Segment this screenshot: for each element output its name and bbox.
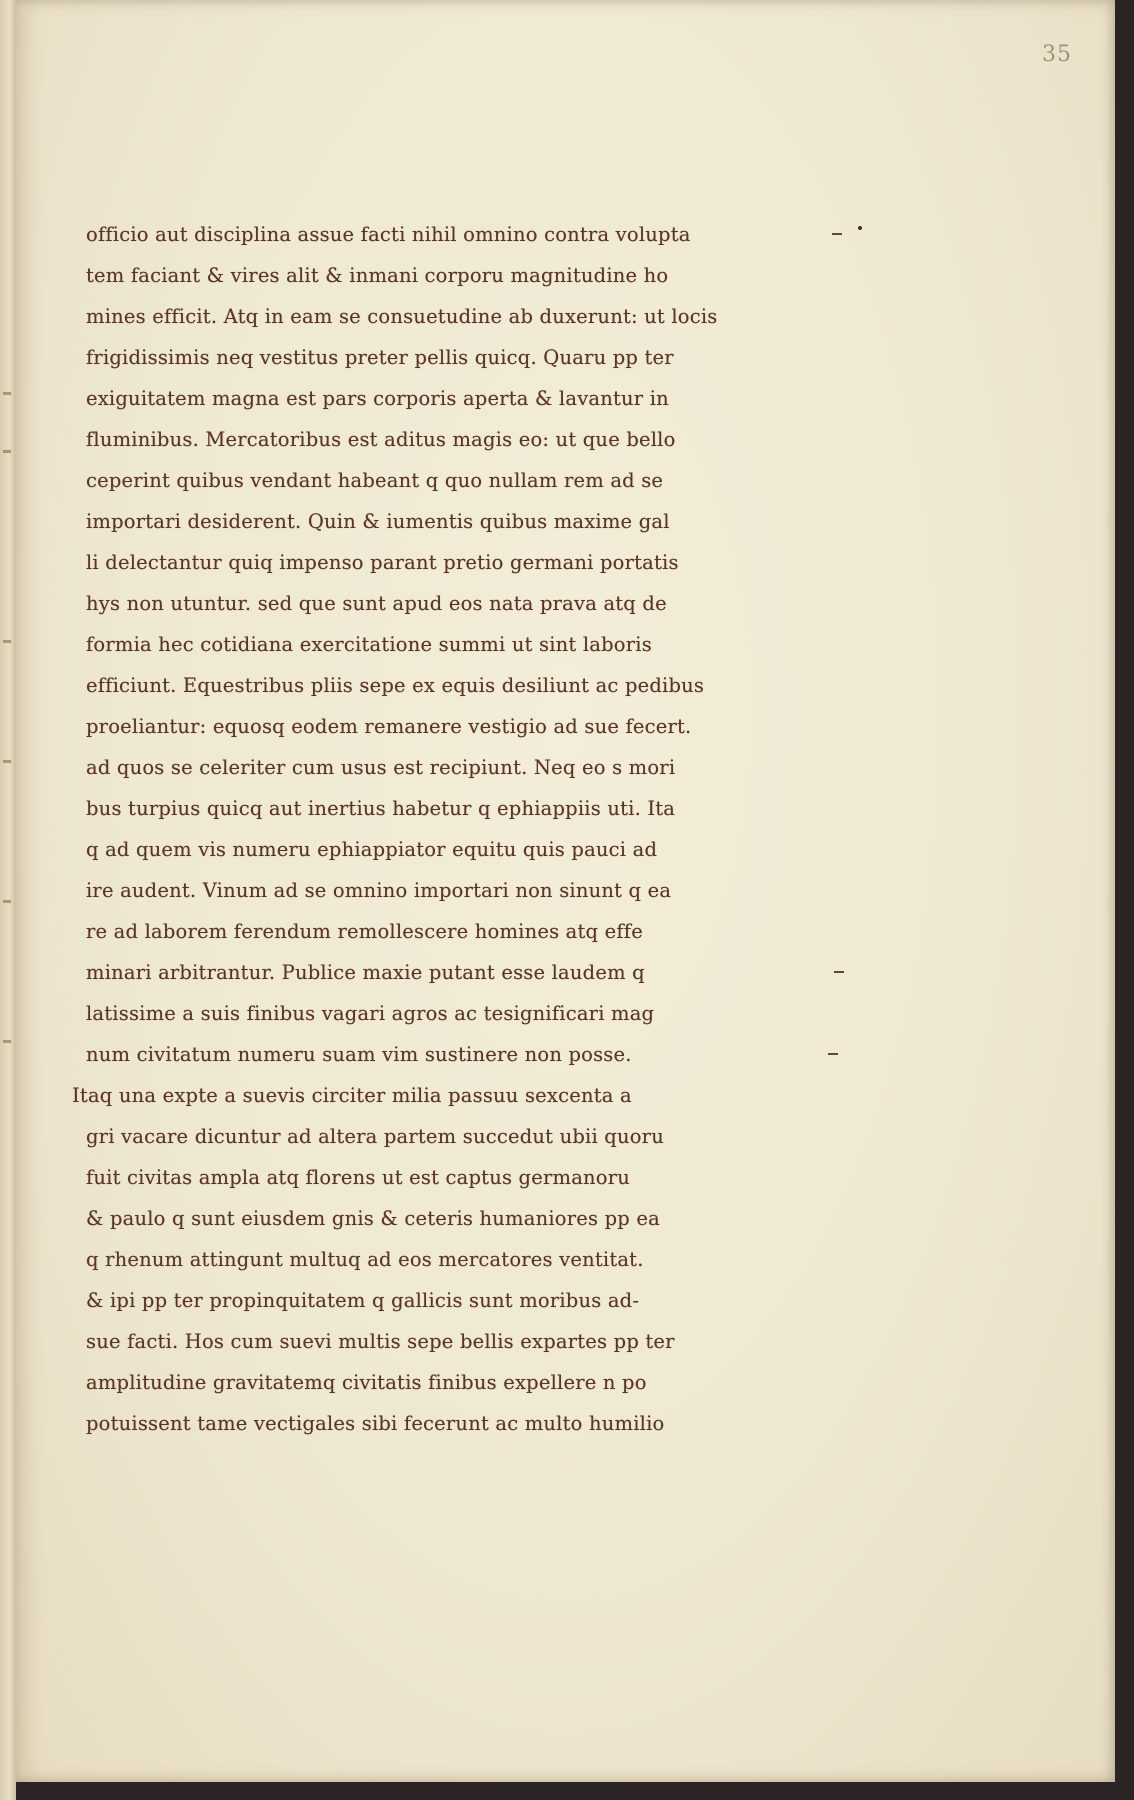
text-line: amplitudine gravitatemq civitatis finibus expellere n po <box>86 1371 647 1394</box>
line-end-hyphen <box>834 971 844 973</box>
text-line: potuissent tame vectigales sibi fecerunt ac multo humilio <box>86 1412 665 1435</box>
text-line: efficiunt. Equestribus pliis sepe ex equis desiliunt ac pedibus <box>86 674 705 697</box>
text-line: latissime a suis finibus vagari agros ac tesignificari mag <box>86 1002 655 1025</box>
text-line: hys non utuntur. sed que sunt apud eos nata prava atq de <box>86 592 667 615</box>
text-line: officio aut disciplina assue facti nihil omnino contra volupta <box>86 223 691 246</box>
text-line: importari desiderent. Quin & iumentis quibus maxime gal <box>86 510 670 533</box>
text-line: fuit civitas ampla atq florens ut est captus germanoru <box>86 1166 630 1189</box>
facing-page-mark <box>3 450 11 453</box>
text-line: minari arbitrantur. Publice maxie putant esse laudem q <box>86 961 645 984</box>
text-line: gri vacare dicuntur ad altera partem succedut ubii quoru <box>86 1125 664 1148</box>
facing-page-mark <box>3 760 11 763</box>
line-end-hyphen <box>832 233 842 235</box>
text-line: sue facti. Hos cum suevi multis sepe bellis expartes pp ter <box>86 1330 675 1353</box>
manuscript-text-block <box>72 214 831 1444</box>
text-line: formia hec cotidiana exercitatione summi ut sint laboris <box>86 633 652 656</box>
ruling-prick-mark <box>858 226 862 230</box>
text-line: & ipi pp ter propinquitatem q gallicis sunt moribus ad- <box>86 1289 640 1312</box>
text-line: fluminibus. Mercatoribus est aditus magis eo: ut que bello <box>86 428 676 451</box>
text-line-initial: Itaq una expte a suevis circiter milia passuu sexcenta a <box>72 1084 632 1107</box>
facing-page-mark <box>3 1040 11 1043</box>
folio-number: 35 <box>1042 42 1072 67</box>
text-line: frigidissimis neq vestitus preter pellis quicq. Quaru pp ter <box>86 346 674 369</box>
text-line: li delectantur quiq impenso parant pretio germani portatis <box>86 551 679 574</box>
facing-page-mark <box>3 640 11 643</box>
text-line: proeliantur: equosq eodem remanere vestigio ad sue fecert. <box>86 715 692 738</box>
text-line: ceperint quibus vendant habeant q quo nullam rem ad se <box>86 469 664 492</box>
text-line: q ad quem vis numeru ephiappiator equitu quis pauci ad <box>86 838 658 861</box>
text-line: bus turpius quicq aut inertius habetur q ephiappiis uti. Ita <box>86 797 676 820</box>
text-line: ire audent. Vinum ad se omnino importari non sinunt q ea <box>86 879 672 902</box>
text-line: num civitatum numeru suam vim sustinere non posse. <box>86 1043 632 1066</box>
text-line: exiguitatem magna est pars corporis aperta & lavantur in <box>86 387 669 410</box>
facing-page-mark <box>3 392 11 395</box>
text-line: q rhenum attingunt multuq ad eos mercatores ventitat. <box>86 1248 644 1271</box>
text-line: tem faciant & vires alit & inmani corporu magnitudine ho <box>86 264 669 287</box>
text-line: ad quos se celeriter cum usus est recipiunt. Neq eo s mori <box>86 756 676 779</box>
facing-page-edge <box>0 0 16 1800</box>
scan-background-bottom <box>16 1782 1115 1800</box>
text-line: mines efficit. Atq in eam se consuetudine ab duxerunt: ut locis <box>86 305 718 328</box>
text-line: & paulo q sunt eiusdem gnis & ceteris humaniores pp ea <box>86 1207 660 1230</box>
facing-page-mark <box>3 900 11 903</box>
text-line: re ad laborem ferendum remollescere homines atq effe <box>86 920 643 943</box>
manuscript-leaf <box>16 0 1115 1782</box>
